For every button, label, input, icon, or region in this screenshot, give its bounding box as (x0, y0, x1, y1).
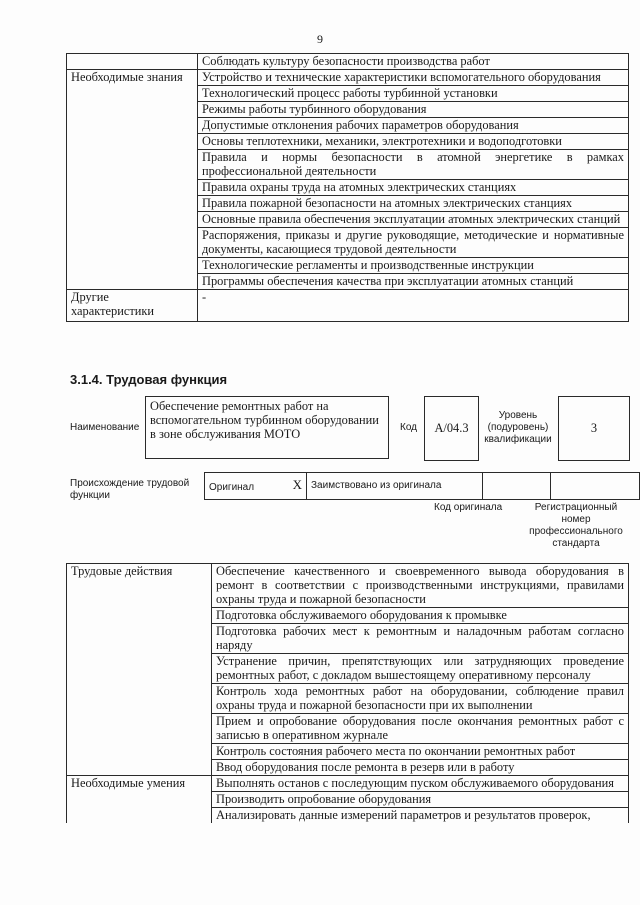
list-item: Ввод оборудования после ремонта в резерв или в работу (212, 760, 629, 776)
origin-label: Происхождение трудовой функции (70, 478, 190, 501)
function-name-box: Обеспечение ремонтных работ на вспомогательном турбинном оборудовании в зоне обслуживания МОТО (145, 396, 389, 459)
list-item: Технологический процесс работы турбинной установки (198, 86, 629, 102)
list-item: Прием и опробование оборудования после окончания ремонтных работ с записью в оперативном журнале (212, 714, 629, 744)
list-item: Основы теплотехники, механики, электротехники и водоподготовки (198, 134, 629, 150)
original-code-label: Код оригинала (434, 502, 503, 513)
list-item: Анализировать данные измерений параметров и результатов проверок, (212, 808, 629, 824)
page-number: 9 (317, 32, 323, 46)
list-item: Обеспечение качественного и своевременного вывода оборудования в ремонт в соответствии с производственными инструкциями, правилами охраны труда и пожарной безопасности (212, 564, 629, 608)
list-item: Подготовка обслуживаемого оборудования к промывке (212, 608, 629, 624)
list-item: Контроль состояния рабочего места по окончании ремонтных работ (212, 744, 629, 760)
name-label: Наименование (70, 422, 140, 433)
function-code-value: А/04.3 (434, 421, 469, 435)
origin-table (204, 472, 640, 500)
other-label: Другие характеристики (67, 290, 198, 322)
borrowed-label: Заимствовано из оригинала (307, 473, 483, 500)
function-code-box (424, 396, 479, 461)
list-item: Допустимые отклонения рабочих параметров оборудования (198, 118, 629, 134)
other-value: - (198, 290, 629, 322)
section-title: 3.1.4. Трудовая функция (70, 372, 228, 387)
empty-label-cell (67, 54, 198, 70)
original-cell (205, 473, 307, 500)
knowledge-label: Необходимые знания (67, 70, 198, 290)
level-label: Уровень (подуровень) квалификации (484, 410, 552, 445)
list-item: Производить опробование оборудования (212, 792, 629, 808)
knowledge-table (66, 53, 629, 322)
actions-table (66, 563, 629, 823)
level-box (558, 396, 630, 461)
list-item: Распоряжения, приказы и другие руководящие, методические и нормативные документы, касающиеся трудовой деятельности (198, 228, 629, 258)
list-item: Подготовка рабочих мест к ремонтным и наладочным работам согласно наряду (212, 624, 629, 654)
reg-number-label: Регистрационный номер профессионального стандарта (529, 502, 623, 549)
list-item: Правила пожарной безопасности на атомных электрических станциях (198, 196, 629, 212)
list-item: Устройство и технические характеристики вспомогательного оборудования (198, 70, 629, 86)
table-row: Соблюдать культуру безопасности производства работ (198, 54, 629, 70)
original-code-cell (483, 473, 551, 500)
list-item: Правила охраны труда на атомных электрических станциях (198, 180, 629, 196)
original-label: Оригинал (209, 482, 255, 493)
reg-number-cell (551, 473, 640, 500)
list-item: Контроль хода ремонтных работ на оборудовании, соблюдение правил охраны труда и пожарной безопасности при их выполнении (212, 684, 629, 714)
list-item: Устранение причин, препятствующих или затрудняющих проведение ремонтных работ, с докладом вышестоящему оперативному персоналу (212, 654, 629, 684)
actions-label: Трудовые действия (67, 564, 212, 776)
level-value: 3 (590, 421, 598, 435)
code-label: Код (400, 422, 418, 433)
skills-label: Необходимые умения (67, 776, 212, 824)
list-item: Технологические регламенты и производственные инструкции (198, 258, 629, 274)
list-item: Режимы работы турбинного оборудования (198, 102, 629, 118)
list-item: Правила и нормы безопасности в атомной энергетике в рамках профессиональной деятельности (198, 150, 629, 180)
original-mark: X (292, 477, 302, 492)
list-item: Основные правила обеспечения эксплуатации атомных электрических станций (198, 212, 629, 228)
list-item: Программы обеспечения качества при эксплуатации атомных станций (198, 274, 629, 290)
list-item: Выполнять останов с последующим пуском обслуживаемого оборудования (212, 776, 629, 792)
